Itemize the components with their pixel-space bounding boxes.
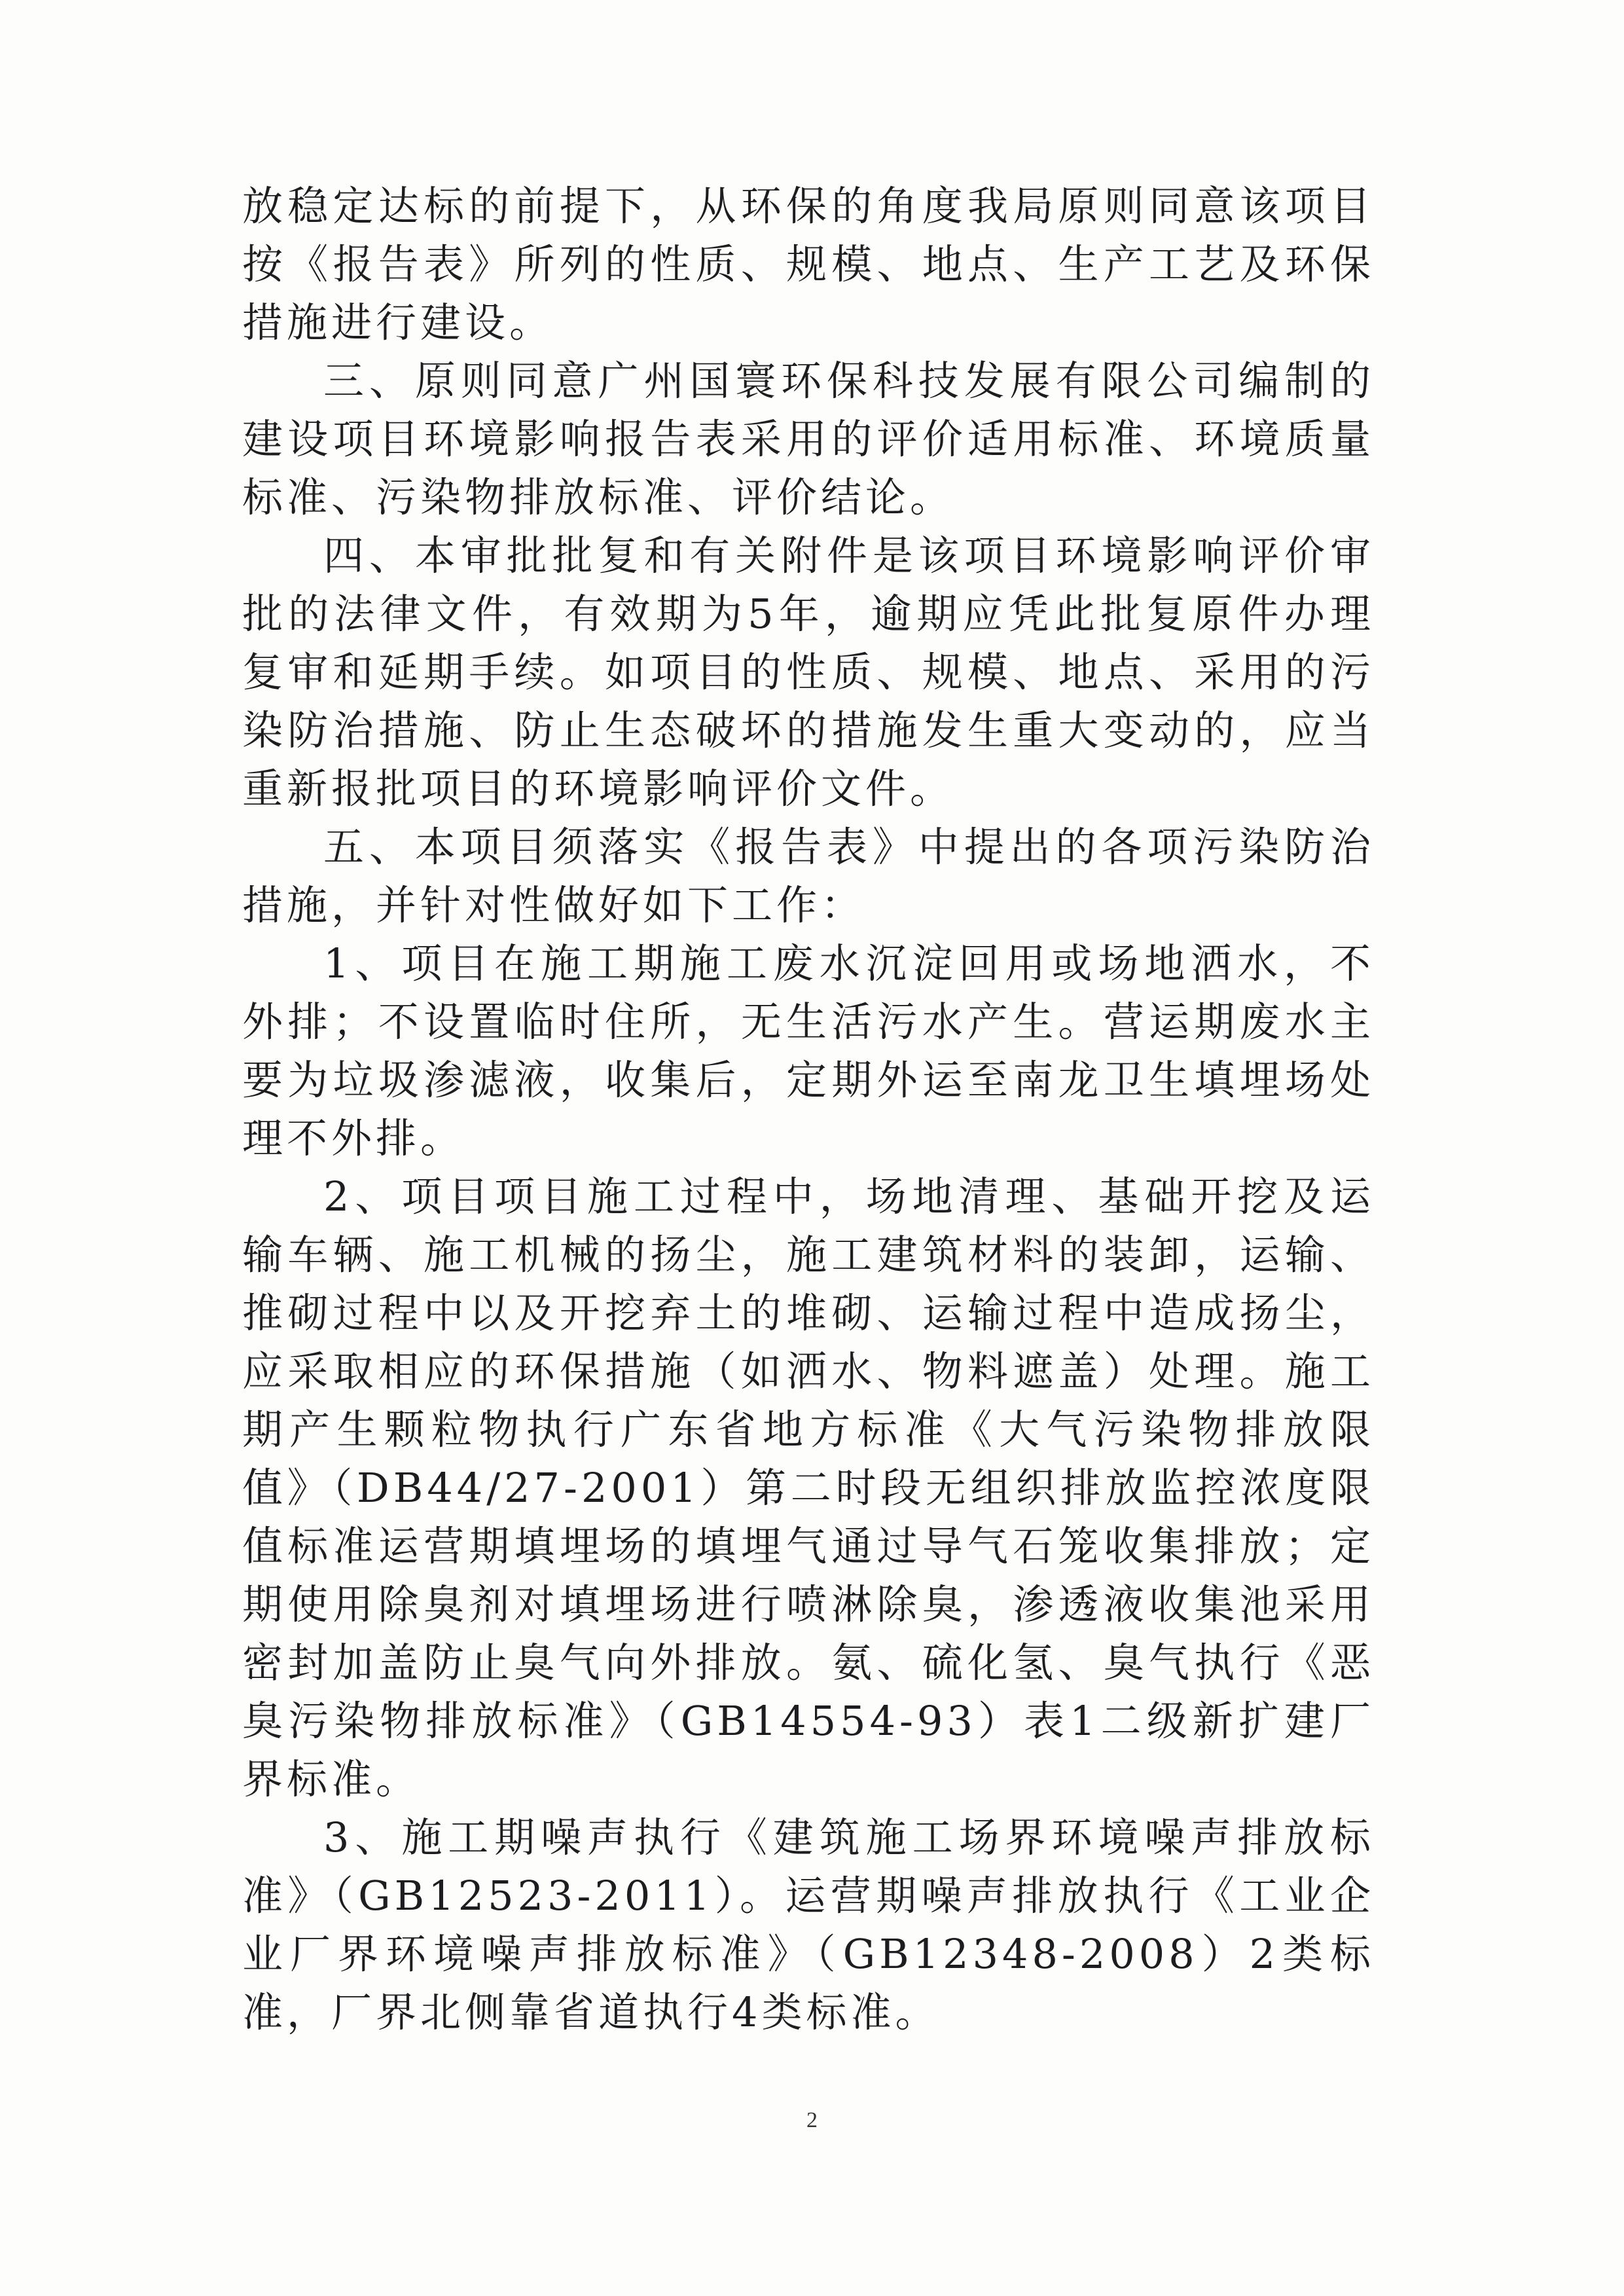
paragraph-subitem-3: 3、施工期噪声执行《建筑施工场界环境噪声排放标准》（GB12523-2011）。运营期噪声排放执行《工业企业厂界环境噪声排放标准》（GB12348-2008）2类标准，厂界北侧靠省道执行4类标准。 [242, 1813, 1375, 2036]
paragraph-item-5: 五、本项目须落实《报告表》中提出的各项污染防治措施，并针对性做好如下工作： [242, 823, 1375, 929]
document-body [242, 177, 1375, 2041]
paragraph-item-4: 四、本审批批复和有关附件是该项目环境影响评价审批的法律文件，有效期为5年，逾期应凭此批复原件办理复审和延期手续。如项目的性质、规模、地点、采用的污染防治措施、防止生态破坏的措施发生重大变动的，应当重新报批项目的环境影响评价文件。 [242, 532, 1375, 812]
page-number: 2 [806, 2108, 818, 2132]
paragraph-subitem-2: 2、项目项目施工过程中，场地清理、基础开挖及运输车辆、施工机械的扬尘，施工建筑材料的装卸，运输、推砌过程中以及开挖弃土的堆砌、运输过程中造成扬尘，应采取相应的环保措施（如洒水、物料遮盖）处理。施工期产生颗粒物执行广东省地方标准《大气污染物排放限值》（DB44/27-2001）第二时段无组织排放监控浓度限值标准运营期填埋场的填埋气通过导气石笼收集排放；定期使用除臭剂对填埋场进行喷淋除臭，渗透液收集池采用密封加盖防止臭气向外排放。氨、硫化氢、臭气执行《恶臭污染物排放标准》（GB14554-93）表1二级新扩建厂界标准。 [242, 1173, 1375, 1803]
paragraph-subitem-1: 1、项目在施工期施工废水沉淀回用或场地洒水，不外排；不设置临时住所，无生活污水产生。营运期废水主要为垃圾渗滤液，收集后，定期外运至南龙卫生填埋场处理不外排。 [242, 939, 1375, 1162]
paragraph-item-3: 三、原则同意广州国寰环保科技发展有限公司编制的建设项目环境影响报告表采用的评价适用标准、环境质量标准、污染物排放标准、评价结论。 [242, 357, 1375, 521]
paragraph-continuation: 放稳定达标的前提下，从环保的角度我局原则同意该项目按《报告表》所列的性质、规模、地点、生产工艺及环保措施进行建设。 [242, 182, 1375, 346]
